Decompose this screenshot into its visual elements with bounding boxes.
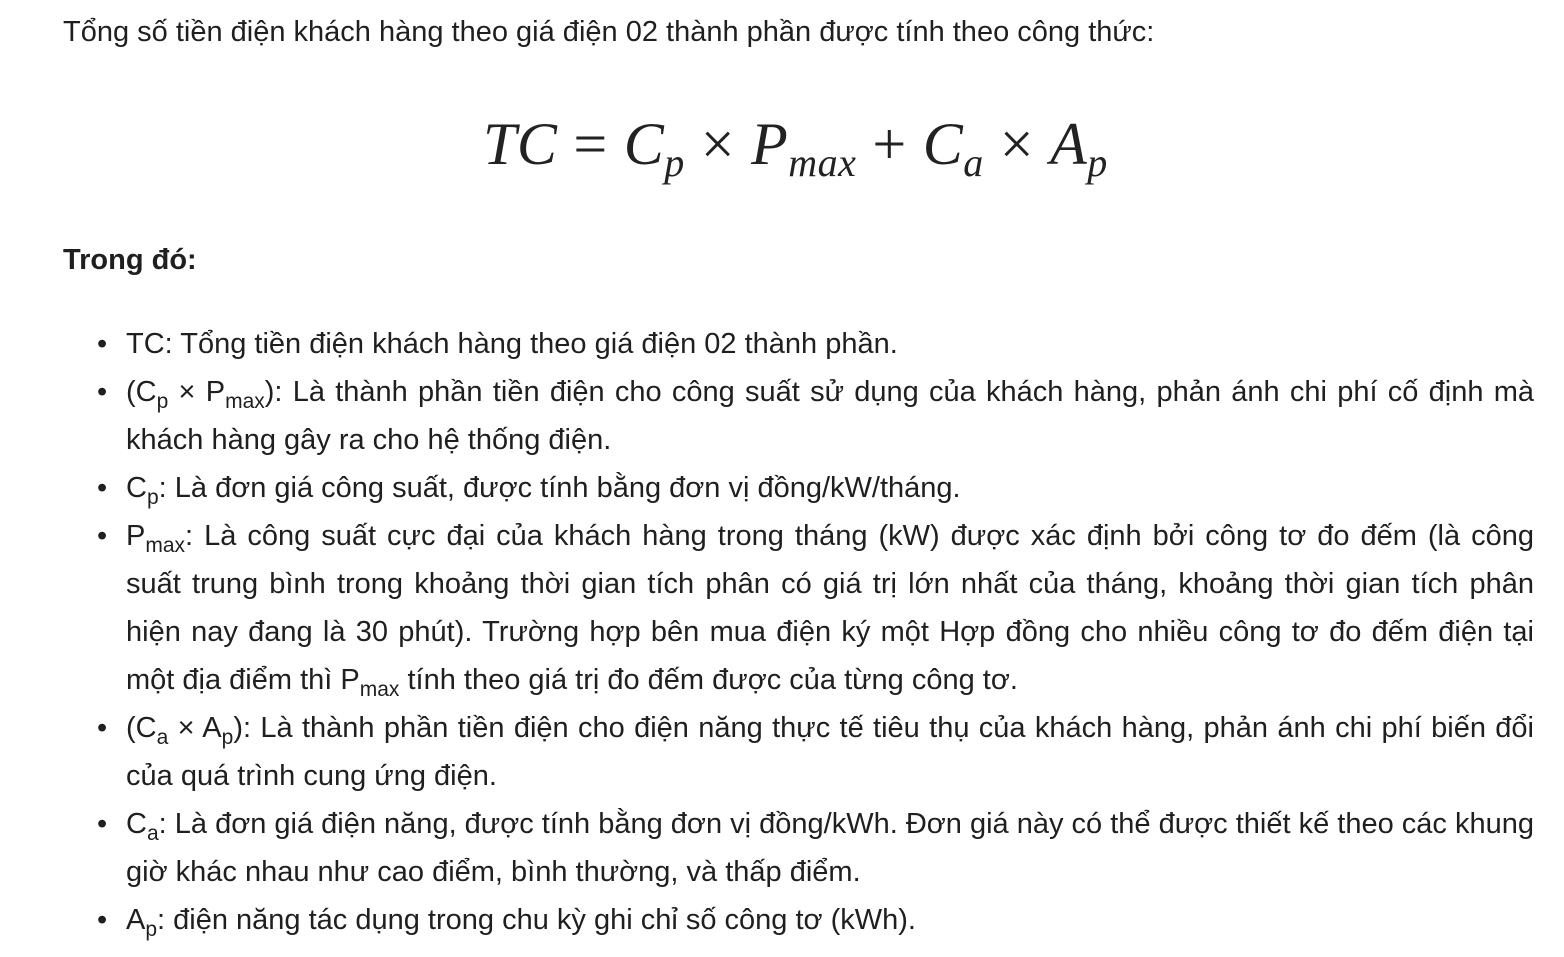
item-text-end: tính theo giá trị đo đếm được của từng công tơ. <box>399 664 1018 696</box>
formula-cp: C <box>623 111 665 177</box>
formula-ca-sub: a <box>963 140 984 185</box>
section-heading: Trong đó: <box>63 244 197 276</box>
item-text: : Là đơn giá điện năng, được tính bằng đơn vị đồng/kWh. Đơn giá này có thể được thiết kế theo các khung giờ khác nhau như cao điểm, bình thường, và thấp điểm. <box>126 808 1534 888</box>
item-term-sub: a <box>156 726 169 749</box>
item-text: : điện năng tác dụng trong chu kỳ ghi chỉ số công tơ (kWh). <box>157 904 916 936</box>
formula-ca: C <box>922 111 964 177</box>
definition-list <box>126 320 1534 944</box>
item-term: A <box>126 904 146 936</box>
list-item-ap <box>126 896 1534 944</box>
item-term: (C <box>126 712 157 744</box>
list-item-pmax <box>126 512 1534 704</box>
item-term-sub-2: p <box>221 726 234 749</box>
formula-ap-sub: p <box>1087 140 1108 185</box>
list-item-ca-ap <box>126 704 1534 800</box>
list-item-cp <box>126 464 1534 512</box>
formula-equals: = <box>573 111 608 177</box>
list-item-tc <box>126 320 1534 368</box>
bullet-icon <box>97 896 107 944</box>
item-term-mid: × P <box>168 376 226 408</box>
item-inline-sub: max <box>359 678 400 701</box>
item-term-sub: a <box>146 822 159 845</box>
item-term-sub: p <box>145 918 158 941</box>
list-item-cp-pmax <box>126 368 1534 464</box>
formula-pmax-sub: max <box>788 140 857 185</box>
item-term-sub: p <box>156 390 169 413</box>
item-term: P <box>126 520 146 552</box>
formula-lhs: TC <box>483 111 558 177</box>
bullet-icon <box>97 704 107 752</box>
item-term-sub-2: max <box>225 390 265 413</box>
item-text: ): Là thành phần tiền điện cho điện năng thực tế tiêu thụ của khách hàng, phản ánh chi phí biến đổi của quá trình cung ứng điện. <box>126 712 1534 792</box>
item-term-sub: max <box>145 534 186 557</box>
formula-times-2: × <box>999 111 1035 177</box>
formula-pmax: P <box>751 111 789 177</box>
bullet-icon <box>97 800 107 848</box>
formula-plus: + <box>872 111 907 177</box>
bullet-icon <box>97 512 107 560</box>
item-term: C <box>126 472 147 504</box>
bullet-icon <box>97 320 107 368</box>
item-text: : Là đơn giá công suất, được tính bằng đơn vị đồng/kW/tháng. <box>158 472 961 504</box>
formula <box>483 106 1108 185</box>
item-term: (C <box>126 376 157 408</box>
item-term-mid: × A <box>168 712 222 744</box>
formula-ap: A <box>1050 111 1088 177</box>
bullet-icon <box>97 368 107 416</box>
item-term-sub: p <box>146 486 159 509</box>
formula-cp-sub: p <box>664 140 685 185</box>
item-text: : Là công suất cực đại của khách hàng trong tháng (kW) được xác định bởi công tơ đo đếm (là công suất trung bình trong khoảng thời gian tích phân có giá trị lớn nhất của tháng, khoảng thời gian tích phân hiện nay đang là 30 phút). Trường hợp bên mua điện ký một Hợp đồng cho nhiều công tơ đo đếm điện tại một địa điểm thì P <box>126 520 1534 696</box>
item-text: ): Là thành phần tiền điện cho công suất sử dụng của khách hàng, phản ánh chi phí cố định mà khách hàng gây ra cho hệ thống điện. <box>126 376 1534 456</box>
item-term: C <box>126 808 147 840</box>
intro-paragraph: Tổng số tiền điện khách hàng theo giá điện 02 thành phần được tính theo công thức: <box>63 16 1155 48</box>
list-item-ca <box>126 800 1534 896</box>
bullet-icon <box>97 464 107 512</box>
formula-times-1: × <box>700 111 736 177</box>
item-text: TC: Tổng tiền điện khách hàng theo giá điện 02 thành phần. <box>126 328 898 360</box>
